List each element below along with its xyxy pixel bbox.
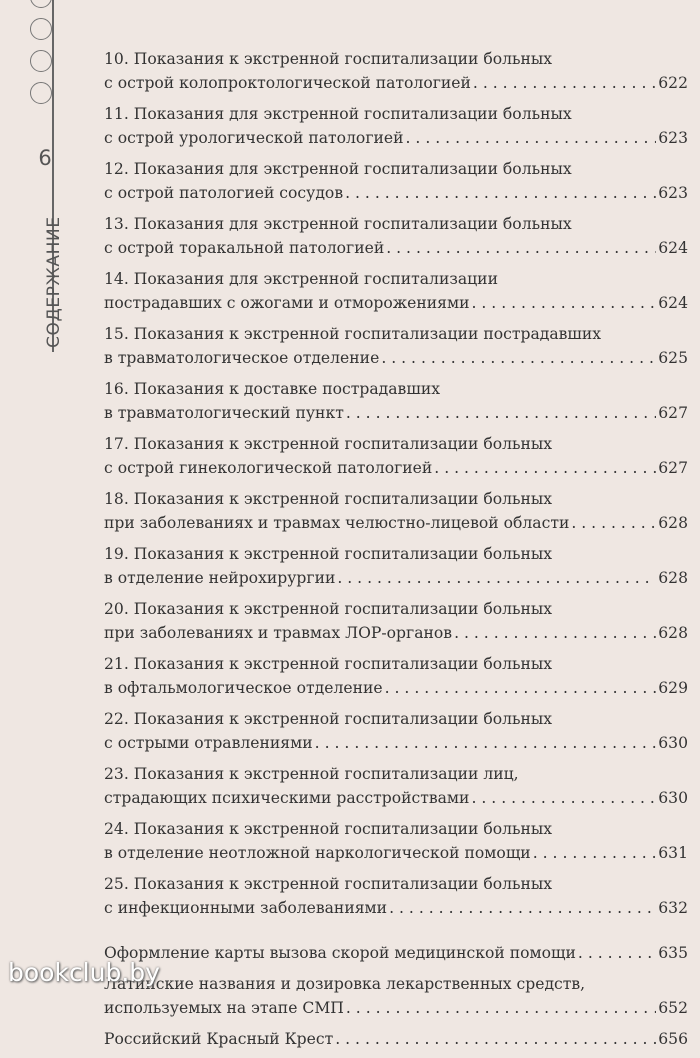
toc-entry-title: 22. Показания к экстренной госпитализации больных (104, 710, 553, 728)
toc-entry-line (104, 841, 688, 865)
toc-page-number: 623 (658, 129, 688, 147)
toc-entry (104, 762, 688, 810)
toc-entry (104, 597, 688, 645)
toc-entry-title: 16. Показания к доставке пострадавших (104, 380, 441, 398)
toc-entry-title: 24. Показания к экстренной госпитализации больных (104, 820, 553, 838)
dot-leader (346, 996, 656, 1020)
toc-entry (104, 212, 688, 260)
toc-page-number: 652 (658, 999, 688, 1017)
toc-entry-line (104, 566, 688, 590)
toc-entry-title-continued: с острой патологией сосудов (104, 184, 344, 202)
toc-entry-line (104, 621, 688, 645)
toc-entry (104, 652, 688, 700)
toc-entry-title: 20. Показания к экстренной госпитализации больных (104, 600, 553, 618)
dot-leader (473, 71, 656, 95)
toc-page-number: 625 (658, 349, 688, 367)
toc-page-number: 627 (658, 404, 688, 422)
toc-entry-title-continued: при заболеваниях и травмах ЛОР-органов (104, 624, 453, 642)
toc-entry (104, 47, 688, 95)
margin-decoration (30, 0, 58, 114)
toc-entry-title-continued: с острой урологической патологией (104, 129, 404, 147)
dot-leader (386, 236, 656, 260)
toc-entry (104, 941, 688, 965)
toc-entry-line (104, 941, 688, 965)
dot-leader (406, 126, 657, 150)
toc-page-number: 629 (658, 679, 688, 697)
dot-leader (454, 621, 656, 645)
toc-entry-title: 17. Показания к экстренной госпитализации больных (104, 435, 553, 453)
toc-page-number: 627 (658, 459, 688, 477)
toc-entry (104, 972, 688, 1020)
dot-leader (335, 1027, 656, 1051)
table-of-contents (104, 47, 688, 1058)
toc-entry-title: 18. Показания к экстренной госпитализации больных (104, 490, 553, 508)
toc-entry-title-continued: используемых на этапе СМП (104, 999, 344, 1017)
page-number: 6 (38, 146, 52, 170)
toc-entry-title-continued: Оформление карты вызова скорой медицинской помощи (104, 944, 576, 962)
toc-entry-title: 15. Показания к экстренной госпитализации пострадавших (104, 325, 602, 343)
toc-entry (104, 322, 688, 370)
dot-leader (346, 401, 656, 425)
toc-entry-title-continued: с острой торакальной патологией (104, 239, 385, 257)
toc-entry (104, 487, 688, 535)
toc-entry-line (104, 181, 688, 205)
toc-entry-title: 14. Показания для экстренной госпитализации (104, 270, 498, 288)
toc-entry-line (104, 401, 688, 425)
toc-entry (104, 267, 688, 315)
toc-entry-line (104, 786, 688, 810)
toc-entry-line (104, 71, 688, 95)
toc-entry-title: Латинские названия и дозировка лекарственных средств, (104, 975, 586, 993)
decorative-circle-icon (30, 50, 52, 72)
decorative-circle-icon (30, 82, 52, 104)
toc-page-number: 628 (658, 624, 688, 642)
toc-entry-title: 11. Показания для экстренной госпитализации больных (104, 105, 572, 123)
toc-entries (104, 47, 688, 920)
toc-page-number: 631 (658, 844, 688, 862)
toc-entry-title-continued: в отделение нейрохирургии (104, 569, 336, 587)
toc-entry-title: 12. Показания для экстренной госпитализации больных (104, 160, 572, 178)
toc-entry-title: 25. Показания к экстренной госпитализации больных (104, 875, 553, 893)
toc-entry-title-continued: в офтальмологическое отделение (104, 679, 383, 697)
dot-leader (578, 941, 656, 965)
toc-entry-title: 23. Показания к экстренной госпитализации лиц, (104, 765, 519, 783)
toc-page-number: 623 (658, 184, 688, 202)
toc-sections (104, 941, 688, 1051)
toc-page-number: 656 (658, 1030, 688, 1048)
toc-entry-title-continued: в травматологическое отделение (104, 349, 380, 367)
toc-entry-title-continued: Российский Красный Крест (104, 1030, 334, 1048)
toc-entry (104, 542, 688, 590)
toc-entry-line (104, 126, 688, 150)
toc-entry-line (104, 511, 688, 535)
toc-page-number: 635 (658, 944, 688, 962)
toc-entry-title-continued: с острой гинекологической патологией (104, 459, 433, 477)
toc-page-number: 628 (658, 569, 688, 587)
dot-leader (471, 786, 656, 810)
toc-entry (104, 872, 688, 920)
dot-leader (381, 346, 656, 370)
toc-entry-title-continued: с инфекционными заболеваниями (104, 899, 388, 917)
toc-entry-title-continued: в отделение неотложной наркологической помощи (104, 844, 531, 862)
toc-page-number: 624 (658, 239, 688, 257)
toc-page-number: 630 (658, 734, 688, 752)
toc-page-number: 630 (658, 789, 688, 807)
toc-entry-title-continued: в травматологический пункт (104, 404, 344, 422)
dot-leader (571, 511, 656, 535)
toc-entry (104, 377, 688, 425)
toc-entry-title-continued: пострадавших с ожогами и отморожениями (104, 294, 470, 312)
dot-leader (471, 291, 656, 315)
toc-entry-line (104, 346, 688, 370)
toc-entry-line (104, 996, 688, 1020)
toc-entry (104, 157, 688, 205)
toc-entry (104, 707, 688, 755)
dot-leader (533, 841, 657, 865)
toc-entry-line (104, 676, 688, 700)
dot-leader (385, 676, 657, 700)
toc-entry-line (104, 1027, 688, 1051)
decorative-circle-icon (30, 18, 52, 40)
toc-page-number: 624 (658, 294, 688, 312)
toc-entry-title-continued: страдающих психическими расстройствами (104, 789, 470, 807)
toc-entry-line (104, 236, 688, 260)
toc-entry-title: 10. Показания к экстренной госпитализации больных (104, 50, 553, 68)
toc-entry-line (104, 896, 688, 920)
toc-entry-title-continued: с острой колопроктологической патологией (104, 74, 471, 92)
dot-leader (315, 731, 657, 755)
watermark: bookclub.by (8, 958, 160, 987)
toc-entry-title: 13. Показания для экстренной госпитализации больных (104, 215, 572, 233)
toc-entry (104, 1027, 688, 1051)
section-label: СОДЕРЖАНИЕ (44, 216, 64, 348)
dot-leader (389, 896, 656, 920)
decorative-circle-icon (30, 0, 52, 8)
toc-page-number: 628 (658, 514, 688, 532)
spacer (104, 927, 688, 941)
toc-entry (104, 102, 688, 150)
toc-entry-title: 21. Показания к экстренной госпитализации больных (104, 655, 553, 673)
toc-entry (104, 817, 688, 865)
toc-entry-line (104, 291, 688, 315)
toc-entry-line (104, 456, 688, 480)
dot-leader (337, 566, 656, 590)
toc-entry-line (104, 731, 688, 755)
toc-entry-title-continued: с острыми отравлениями (104, 734, 313, 752)
toc-entry (104, 432, 688, 480)
toc-entry-title: 19. Показания к экстренной госпитализации больных (104, 545, 553, 563)
dot-leader (434, 456, 656, 480)
toc-entry-title-continued: при заболеваниях и травмах челюстно-лицевой области (104, 514, 570, 532)
toc-page-number: 632 (658, 899, 688, 917)
dot-leader (345, 181, 656, 205)
toc-page-number: 622 (658, 74, 688, 92)
